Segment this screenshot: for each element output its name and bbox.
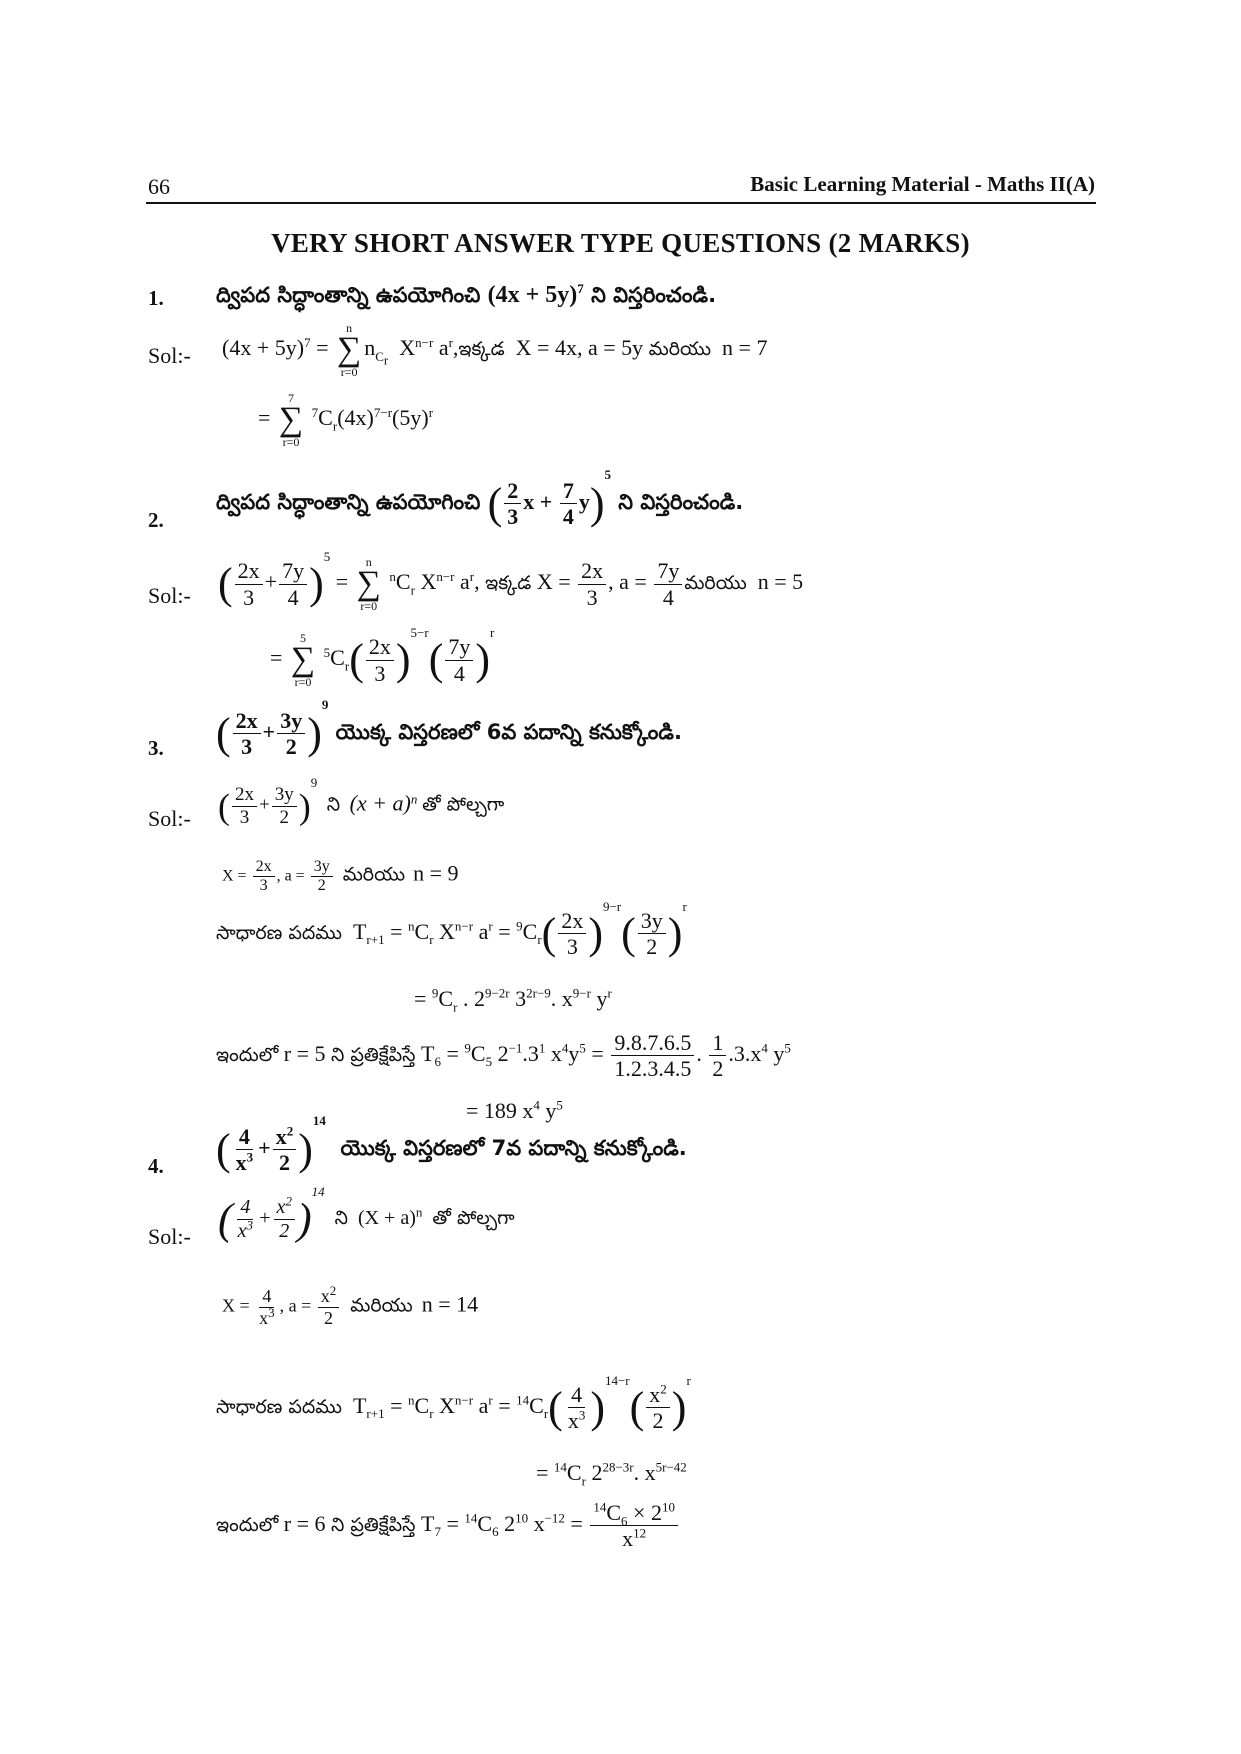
solution-3-line-5: ఇందులో r = 5 ని ప్రతిక్షేపిస్తే $T_6 = ^9C_5$ $2^{-1}.3^1$ $x^4y^5$ = $\frac{9.8.7.6.5}{1.2.3.4.5}$ . $\frac{1}{2}$ $.3.x^4$ $y^5$: [216, 1030, 791, 1082]
solution-4-line-1: ( $\frac{4}{x^3}$ + $\frac{x^2}{2}$ )$^{14}$ ని $(X + a)^n$ తో పోల్చగా: [218, 1184, 515, 1244]
solution-4-line-5: ఇందులో r = 6 ని ప్రతిక్షేపిస్తే $T_7 = ^{14}C_6$ $2^{10}$ $x^{-12}$ = $\frac{^{14}C_6 \times 2^{10}}{x^{12}}$: [216, 1500, 680, 1552]
solution-3-line-6: = 189 $x^4$ $y^5$: [466, 1097, 563, 1123]
solution-4-line-3: సాధారణ పదము $T_{r+1} = ^nC_r$ $X^{n-r}$ $a^r = ^{14}C_r$( $\frac{4}{x^3}$ )$^{14-r}$( $\frac{x^2}{2}$ )$^r$: [216, 1372, 691, 1434]
solution-label-4: Sol:-: [148, 1224, 191, 1249]
question-3-text: ( $\frac{2x}{3}$ + $\frac{3y}{2}$ )$^9$ యొక్క విస్తరణలో 6వ పదాన్ని కనుక్కోండి.: [216, 696, 682, 760]
question-1-text: ద్విపద సిద్ధాంతాన్ని ఉపయోగించి $(4x + 5y)^7$ ని విస్తరించండి.: [216, 281, 717, 308]
solution-4-line-4: = $^{14}C_r$ $2^{28-3r}$. $x^{5r-42}$: [536, 1459, 687, 1489]
solution-3-line-3: సాధారణ పదము $T_{r+1} = ^nC_r$ $X^{n-r}$ $a^r = ^9C_r$( $\frac{2x}{3}$ )$^{9-r}$( $\frac{3y}{2}$ )$^r$: [216, 898, 687, 960]
page-number: 66: [148, 174, 170, 199]
header-rule: [146, 202, 1096, 204]
solution-label-2: Sol:-: [148, 583, 191, 608]
section-title: VERY SHORT ANSWER TYPE QUESTIONS (2 MARKS): [271, 228, 970, 258]
question-number-4: 4.: [148, 1154, 164, 1178]
solution-4-line-2: X = $\frac{4}{x^3}$ , a = $\frac{x^2}{2}$ మరియు n = 14: [222, 1283, 479, 1328]
solution-1-line-2: = 7 ∑ r=0 $^7C_r(4x)^{7-r}(5y)^r$: [258, 391, 434, 450]
question-2-text: ద్విపద సిద్ధాంతాన్ని ఉపయోగించి ( $\frac{2}{3}$ x + $\frac{7}{4}$ y)$^5$ ని విస్తరించండి.: [216, 466, 744, 530]
solution-label-3: Sol:-: [148, 806, 191, 831]
question-4-text: ( $\frac{4}{x^3}$ + $\frac{x^2}{2}$ )$^{14}$ యొక్క విస్తరణలో 7వ పదాన్ని కనుక్కోండి.: [216, 1112, 687, 1176]
solution-3-line-1: ( $\frac{2x}{3}$ + $\frac{3y}{2}$ )$^9$ ని $(x + a)^n$ తో పోల్చగా: [218, 775, 505, 828]
running-header-title: Basic Learning Material - Maths II(A): [750, 172, 1095, 196]
solution-2-line-2: = 5 ∑ r=0 $^5C_r$( $\frac{2x}{3}$ )$^{5-r}$( $\frac{7y}{4}$ )$^r$: [270, 624, 495, 690]
solution-label-1: Sol:-: [148, 343, 191, 368]
question-number-1: 1.: [148, 286, 164, 310]
solution-1-line-1: $(4x + 5y)^7$ = n ∑ r=0 $n_{C_r}$ $X^{n-r}$ $a^r,ఇక్కడ$ X = 4x, a = 5y మరియు n = 7: [222, 321, 768, 380]
question-number-2: 2.: [148, 508, 164, 532]
solution-3-line-4: = $^9C_r$ . $2^{9-2r}$ $3^{2r-9}$. $x^{9-r}$ $y^r$: [414, 985, 612, 1015]
solution-2-line-1: ( $\frac{2x}{3}$ + $\frac{7y}{4}$ )$^5$ = n ∑ r=0 $^nC_r$ $X^{n-r}$ $a^r$, ఇక్కడ X = $\frac{2x}{3}$ , a = $\frac{7y}{4}$ మరియు n = 5: [218, 548, 804, 614]
solution-3-line-2: X = $\frac{2x}{3}$ , a = $\frac{3y}{2}$ మరియు n = 9: [222, 858, 459, 895]
question-number-3: 3.: [148, 736, 164, 760]
